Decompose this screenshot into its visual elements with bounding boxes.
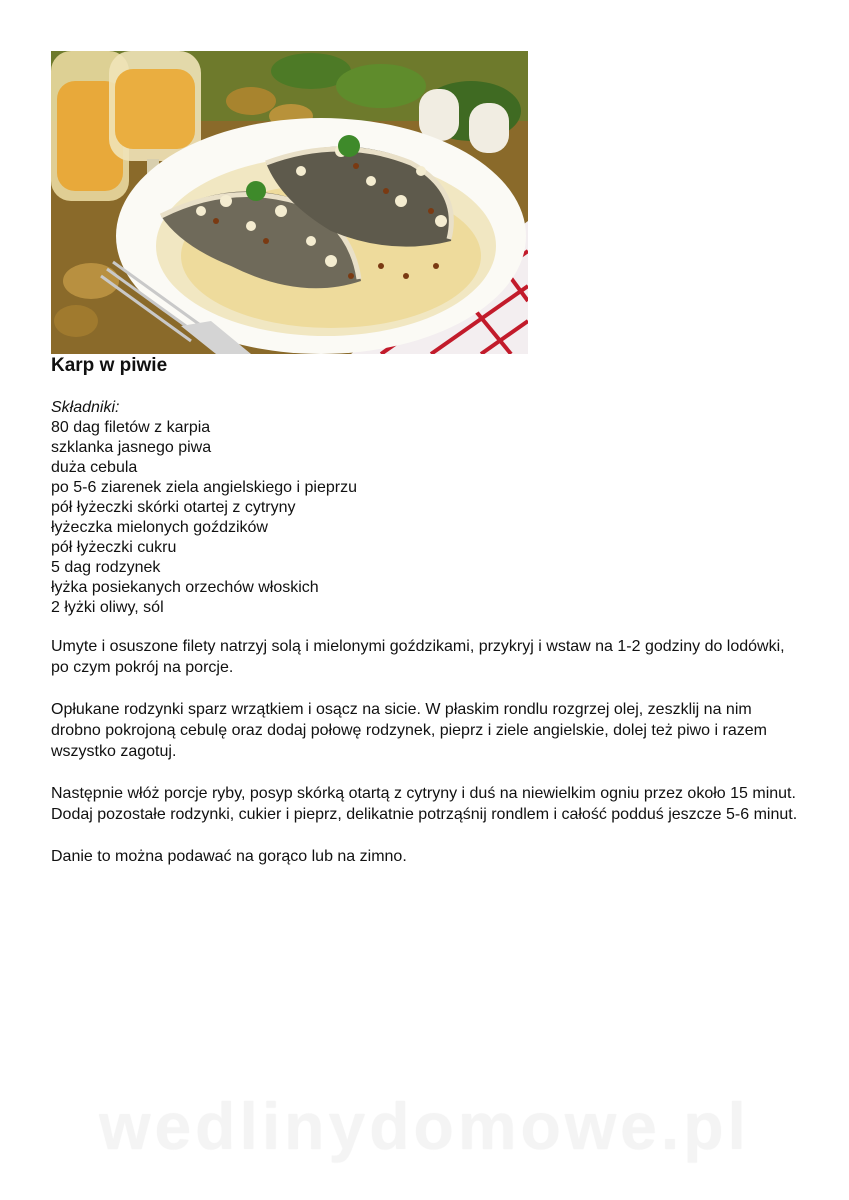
ingredient-item: 5 dag rodzynek	[51, 559, 161, 576]
recipe-title: Karp w piwie	[51, 355, 168, 376]
ingredient-item: 80 dag filetów z karpia	[51, 419, 211, 436]
step-paragraph: Umyte i osuszone filety natrzyj solą i mielonymi goździkami, przykryj i wstaw na 1-2 godziny do lodówki, po czym pokrój na porcje.	[51, 638, 785, 676]
ingredient-item: duża cebula	[51, 459, 138, 476]
step-paragraph: Opłukane rodzynki sparz wrzątkiem i osącz na sicie. W płaskim rondlu rozgrzej olej, zeszklij na nim drobno pokrojoną cebulę oraz dodaj połowę rodzynek, pieprz i ziele angielskie, dolej też piwo i razem wszystko zagotuj.	[51, 701, 767, 760]
step-paragraph: Danie to można podawać na gorąco lub na zimno.	[51, 848, 407, 865]
ingredient-item: szklanka jasnego piwa	[51, 439, 212, 456]
step-paragraph: Następnie włóż porcje ryby, posyp skórką otartą z cytryny i duś na niewielkim ogniu przez około 15 minut. Dodaj pozostałe rodzynki, cukier i pieprz, delikatnie potrząśnij rondlem i całość podduś jeszcze 5-6 minut.	[51, 785, 798, 823]
site-watermark: wedlinydomowe.pl	[99, 1089, 750, 1163]
ingredient-item: łyżeczka mielonych goździków	[51, 519, 268, 536]
ingredient-item: 2 łyżki oliwy, sól	[51, 599, 164, 616]
ingredients-label: Składniki:	[51, 399, 120, 416]
ingredient-item: łyżka posiekanych orzechów włoskich	[51, 579, 319, 596]
ingredients-list	[51, 398, 357, 618]
ingredient-item: po 5-6 ziarenek ziela angielskiego i pieprzu	[51, 479, 357, 496]
ingredient-item: pół łyżeczki cukru	[51, 539, 177, 556]
ingredient-item: pół łyżeczki skórki otartej z cytryny	[51, 499, 296, 516]
preparation-steps	[51, 636, 801, 888]
dish-photo-illustration	[51, 51, 528, 354]
dish-photo	[51, 51, 528, 354]
